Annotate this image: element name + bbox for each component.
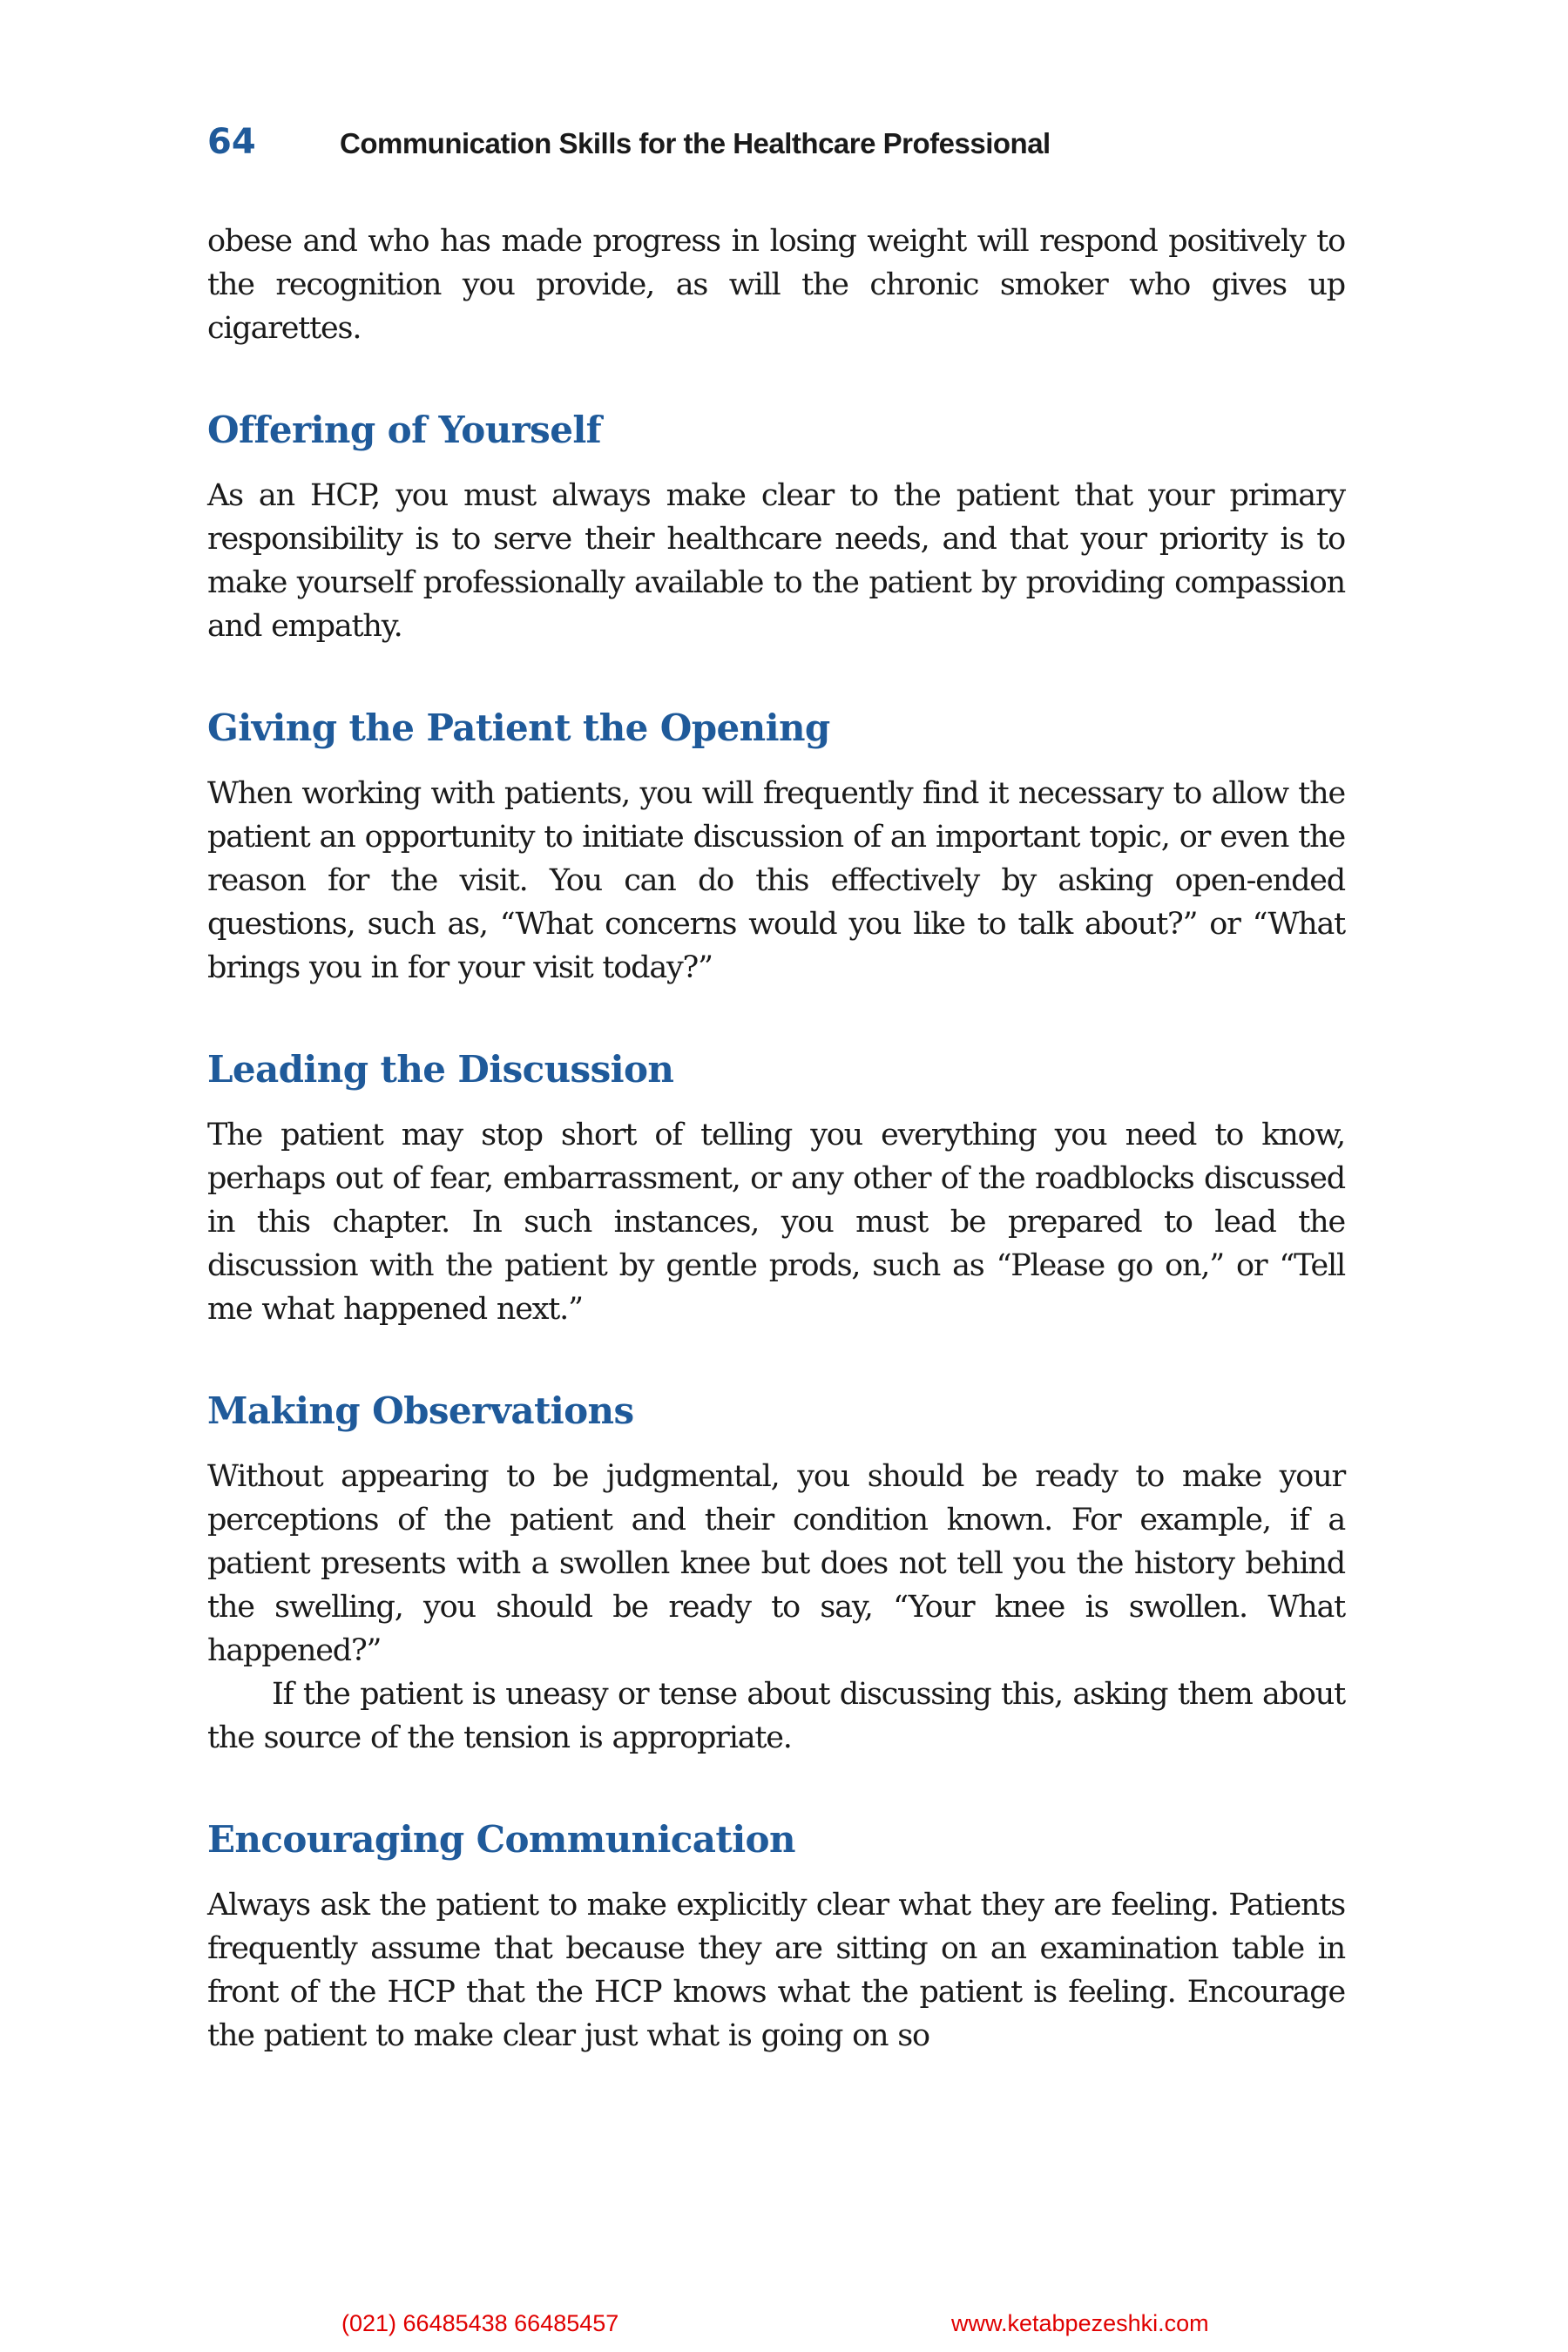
section-heading: Encouraging Communication [207,1818,795,1861]
section-paragraph: The patient may stop short of telling you everything you need to know, perhaps out of fear, embarrassment, or any other of the roadblocks discussed in this chapter. In such instances, you must be prepared to lead the discussion with the patient by gentle prods, such as “Please go on,” or “Tell me what happened next.” [207,1118,1345,1327]
section-paragraph: Always ask the patient to make explicitly clear what they are feeling. Patients frequently assume that because they are sitting on an examination table in front of the HCP that the HCP knows what the patient is feeling. Encourage the patient to make clear just what is going on so [207,1888,1345,2053]
book-title: Communication Skills for the Healthcare Professional [340,127,1051,159]
section-leading-the-discussion [207,1045,1345,1331]
section-paragraph: If the patient is uneasy or tense about discussing this, asking them about the source of the tension is appropriate. [207,1677,1345,1755]
section-paragraph: When working with patients, you will frequently find it necessary to allow the patient an opportunity to initiate discussion of an important topic, or even the reason for the visit. You can do this effectively by asking open-ended questions, such as, “What concerns would you like to talk about?” or “What brings you in for your visit today?” [207,776,1345,985]
section-heading: Giving the Patient the Opening [207,706,830,749]
page-number: 64 [207,122,256,162]
section-giving-the-patient-the-opening [207,704,1345,990]
section-paragraph: Without appearing to be judgmental, you should be ready to make your perceptions of the patient and their condition known. For example, if a patient presents with a swollen knee but does not tell you the history behind the swelling, you should be ready to say, “Your knee is swollen. What happened?” [207,1459,1345,1668]
page-content [207,220,1345,2058]
section-making-observations [207,1387,1345,1760]
section-encouraging-communication [207,1815,1345,2058]
footer-watermark [0,2310,1568,2342]
footer-phone: (021) 66485438 66485457 [341,2310,619,2336]
section-heading: Making Observations [207,1389,634,1432]
footer-url: www.ketabpezeshki.com [951,2310,1209,2336]
section-paragraph: As an HCP, you must always make clear to the patient that your primary responsibility is to serve their healthcare needs, and that your priority is to make yourself professionally available to the patient by providing compassion and empathy. [207,478,1345,644]
section-offering-of-yourself [207,406,1345,648]
section-heading: Offering of Yourself [207,409,602,451]
section-heading: Leading the Discussion [207,1048,674,1091]
intro-paragraph: obese and who has made progress in losing weight will respond positively to the recognition you provide, as will the chronic smoker who gives up cigarettes. [207,224,1345,346]
running-head [207,122,1348,174]
